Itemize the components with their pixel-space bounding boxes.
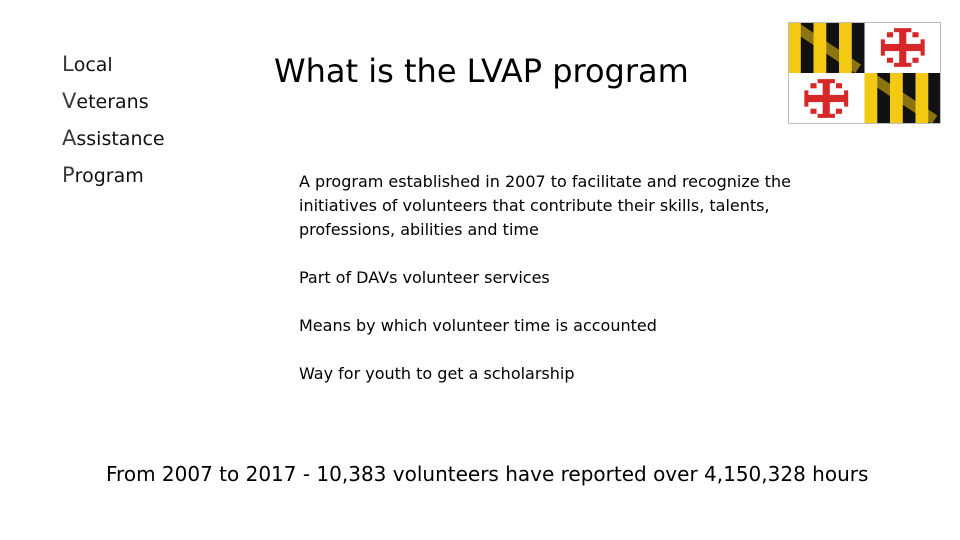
acronym-initial: V [62, 89, 77, 113]
acronym-initial: P [62, 163, 75, 187]
calvert-quarter-top-left [788, 22, 865, 73]
lvap-acronym [62, 46, 165, 194]
description-paragraph: Part of DAVs volunteer services [299, 268, 550, 287]
description-paragraph: Means by which volunteer time is accounted [299, 316, 657, 335]
maryland-flag-graphic [788, 22, 941, 124]
crossland-quarter-top-right [865, 22, 942, 73]
acronym-row-program [62, 157, 165, 194]
description-paragraph: A program established in 2007 to facilitate and recognize the initiatives of volunteers that contribute their skills, talents, professions, abilities and time [299, 172, 791, 239]
program-description [299, 170, 819, 410]
volunteer-hours-summary: From 2007 to 2017 - 10,383 volunteers have reported over 4,150,328 hours [106, 462, 869, 486]
calvert-quarter-bottom-right [865, 73, 942, 124]
acronym-rest: ocal [73, 54, 113, 76]
acronym-row-assistance [62, 120, 165, 157]
acronym-rest: rogram [74, 165, 144, 187]
crossland-quarter-bottom-left [788, 73, 865, 124]
acronym-row-veterans [62, 83, 165, 120]
maryland-flag-image [788, 22, 941, 124]
acronym-rest: eterans [76, 91, 149, 113]
description-paragraph: Way for youth to get a scholarship [299, 364, 575, 383]
acronym-rest: ssistance [76, 128, 165, 150]
acronym-row-local [62, 46, 165, 83]
acronym-initial: L [62, 52, 74, 76]
acronym-initial: A [62, 126, 77, 150]
slide-title: What is the LVAP program [274, 52, 689, 90]
